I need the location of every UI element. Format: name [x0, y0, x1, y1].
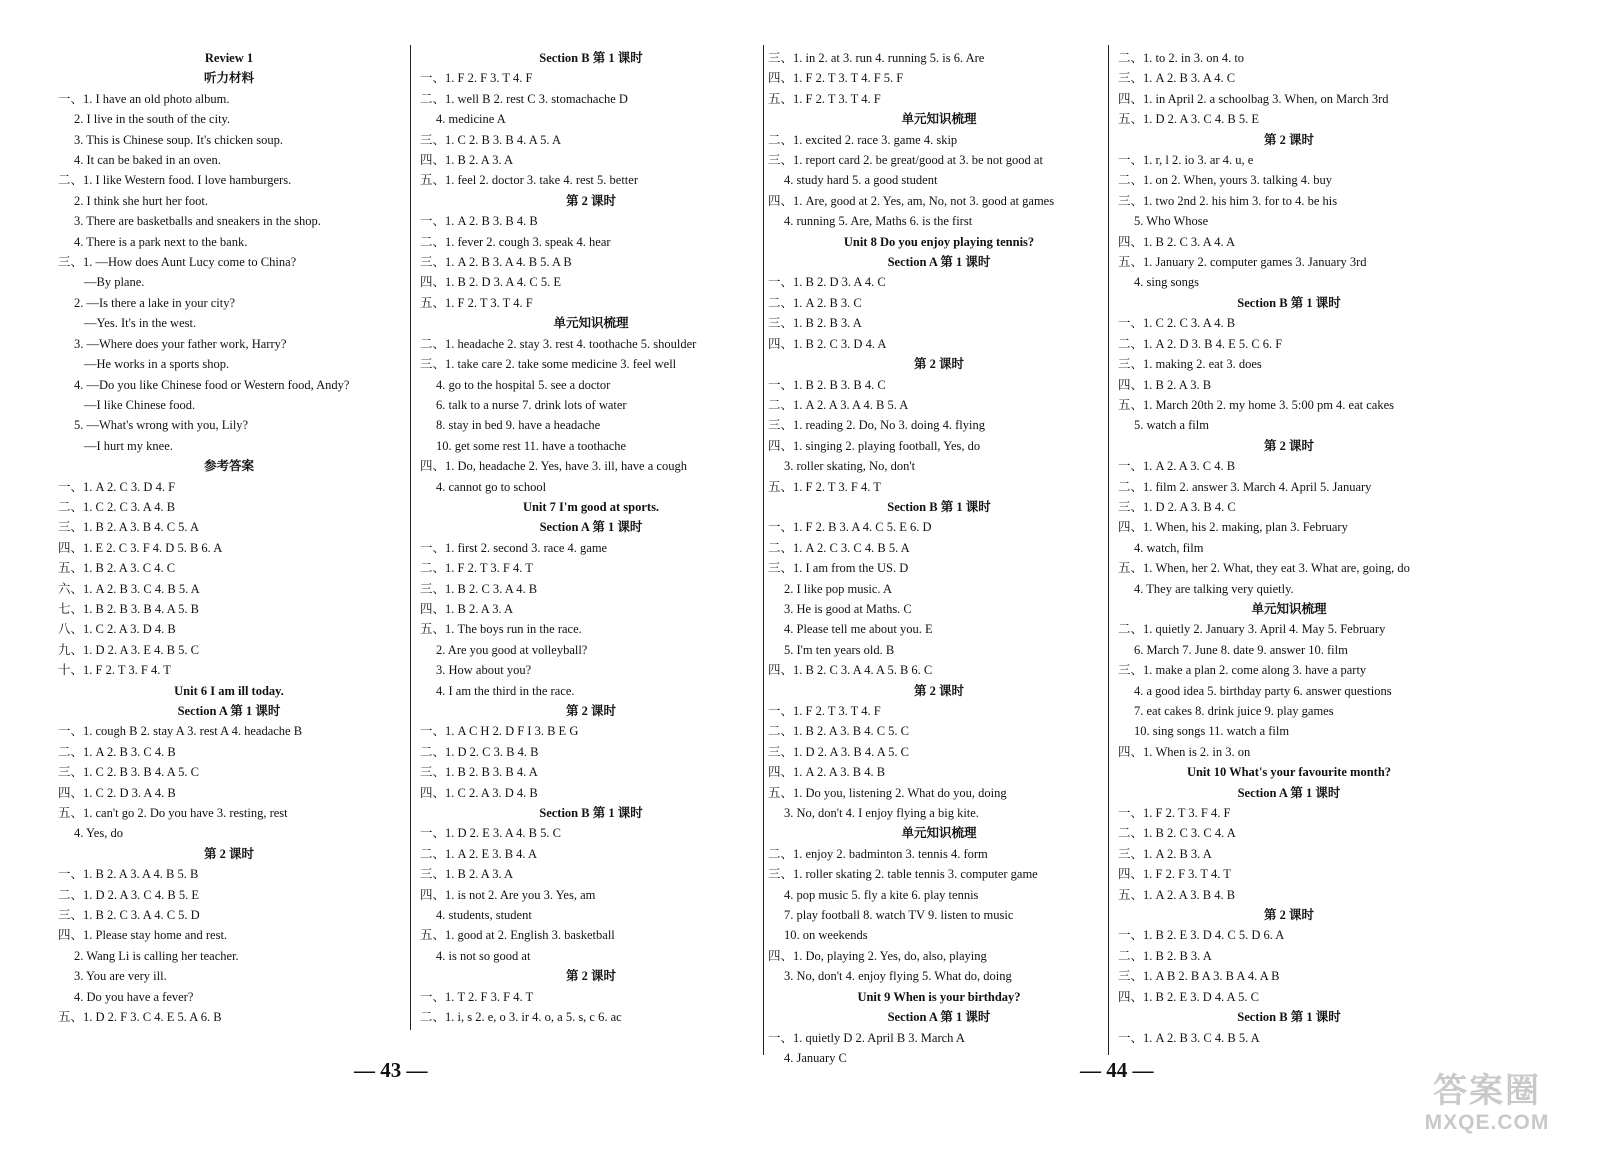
- answer-line: 4. students, student: [436, 908, 532, 923]
- answer-line: 一、1. A 2. C 3. D 4. F: [58, 479, 176, 494]
- answer-line: 一、1. T 2. F 3. F 4. T: [420, 989, 534, 1004]
- answer-line: —Yes. It's in the west.: [84, 316, 197, 331]
- answer-line: 四、1. B 2. C 3. A 4. A 5. B 6. C: [768, 663, 933, 678]
- answer-line: 四、1. E 2. C 3. F 4. D 5. B 6. A: [58, 540, 223, 555]
- section-heading: 听力材料: [203, 71, 254, 86]
- answer-line: 2. I like pop music. A: [784, 581, 892, 596]
- answer-line: 二、1. B 2. A 3. B 4. C 5. C: [768, 724, 909, 739]
- section-heading: Unit 6 I am ill today.: [174, 683, 284, 698]
- answer-line: 4. medicine A: [436, 112, 506, 127]
- answer-line: 5. Who Whose: [1134, 214, 1209, 229]
- answer-line: 4. I am the third in the race.: [436, 683, 575, 698]
- answer-line: 3. He is good at Maths. C: [784, 601, 912, 616]
- section-heading: 单元知识梳理: [553, 316, 629, 331]
- answer-line: 2. Are you good at volleyball?: [436, 642, 588, 657]
- section-heading: 单元知识梳理: [1251, 601, 1327, 616]
- answer-line: 4. Yes, do: [74, 826, 123, 841]
- answer-line: 五、1. When, her 2. What, they eat 3. What are, going, do: [1118, 561, 1410, 576]
- answer-line: 三、1. B 2. B 3. A: [768, 316, 862, 331]
- answer-line: 四、1. in April 2. a schoolbag 3. When, on March 3rd: [1118, 91, 1389, 106]
- answer-line: 三、1. B 2. A 3. A: [420, 867, 514, 882]
- answer-line: 3. roller skating, No, don't: [784, 459, 916, 474]
- answer-line: 二、1. A 2. D 3. B 4. E 5. C 6. F: [1118, 336, 1283, 351]
- answer-line: 4. January C: [784, 1050, 847, 1065]
- answer-line: 九、1. D 2. A 3. E 4. B 5. C: [58, 642, 199, 657]
- answer-line: 一、1. quietly D 2. April B 3. March A: [768, 1030, 965, 1045]
- answer-line: 4. watch, film: [1134, 540, 1204, 555]
- answer-line: 四、1. C 2. A 3. D 4. B: [420, 785, 538, 800]
- answer-line: 三、1. B 2. C 3. A 4. B: [420, 581, 538, 596]
- answer-column-4: [1118, 48, 1460, 1048]
- answer-line: 5. —What's wrong with you, Lily?: [74, 418, 249, 433]
- answer-line: 7. play football 8. watch TV 9. listen to music: [784, 908, 1014, 923]
- answer-line: 3. How about you?: [436, 663, 532, 678]
- answer-line: 7. eat cakes 8. drink juice 9. play games: [1134, 704, 1334, 718]
- answer-line: 2. Wang Li is calling her teacher.: [74, 948, 239, 963]
- answer-line: 三、1. C 2. B 3. B 4. A 5. A: [420, 132, 561, 147]
- answer-line: 五、1. F 2. T 3. T 4. F: [420, 295, 533, 310]
- answer-line: 3. No, don't 4. enjoy flying 5. What do, doing: [784, 969, 1012, 984]
- answer-line: 四、1. B 2. C 3. D 4. A: [768, 336, 887, 351]
- answer-line: 二、1. quietly 2. January 3. April 4. May 5. February: [1118, 622, 1386, 637]
- answer-line: 三、1. B 2. B 3. B 4. A: [420, 765, 538, 780]
- section-heading: Unit 7 I'm good at sports.: [522, 499, 660, 514]
- answer-line: 二、1. A 2. E 3. B 4. A: [420, 846, 538, 861]
- answer-line: 二、1. F 2. T 3. F 4. T: [420, 561, 533, 576]
- answer-line: 四、1. is not 2. Are you 3. Yes, am: [420, 887, 596, 902]
- answer-line: 四、1. When is 2. in 3. on: [1118, 744, 1251, 759]
- answer-line: 三、1. A 2. B 3. A 4. B 5. A B: [420, 255, 572, 270]
- answer-line: 一、1. F 2. B 3. A 4. C 5. E 6. D: [768, 520, 932, 535]
- section-heading: Section A 第 1 课时: [887, 1010, 991, 1025]
- answer-line: 四、1. Are, good at 2. Yes, am, No, not 3. good at games: [768, 193, 1055, 208]
- answer-line: 一、1. B 2. E 3. D 4. C 5. D 6. A: [1118, 928, 1285, 943]
- answer-line: 四、1. B 2. A 3. B: [1118, 377, 1212, 392]
- answer-line: 四、1. A 2. A 3. B 4. B: [768, 765, 886, 780]
- answer-line: 2. I think she hurt her foot.: [74, 193, 209, 208]
- answer-line: 三、1. two 2nd 2. his him 3. for to 4. be his: [1118, 193, 1338, 208]
- answer-line: 三、1. A 2. B 3. A: [1118, 846, 1212, 861]
- answer-line: 五、1. Do you, listening 2. What do you, doing: [768, 785, 1007, 800]
- answer-line: 三、1. B 2. C 3. A 4. C 5. D: [58, 908, 200, 923]
- answer-line: 2. —Is there a lake in your city?: [74, 295, 236, 310]
- answer-line: 一、1. F 2. F 3. T 4. F: [420, 71, 533, 86]
- answer-line: 二、1. A 2. C 3. C 4. B 5. A: [768, 540, 910, 555]
- section-heading: Section B 第 1 课时: [539, 806, 643, 821]
- section-heading: 第 2 课时: [913, 357, 964, 372]
- answer-line: 4. a good idea 5. birthday party 6. answer questions: [1134, 683, 1392, 698]
- answer-line: 3. No, don't 4. I enjoy flying a big kite.: [784, 806, 979, 821]
- answer-line: 一、1. r, l 2. io 3. ar 4. u, e: [1118, 153, 1254, 168]
- answer-line: 4. Do you have a fever?: [74, 989, 194, 1004]
- section-heading: Review 1: [204, 51, 254, 65]
- answer-line: 五、1. The boys run in the race.: [420, 622, 582, 637]
- answer-line: 五、1. A 2. A 3. B 4. B: [1118, 887, 1236, 902]
- answer-line: 二、1. A 2. B 3. C: [768, 295, 862, 310]
- answer-column-2: [420, 48, 762, 1028]
- answer-line: 三、1. A B 2. B A 3. B A 4. A B: [1118, 969, 1280, 984]
- watermark-bottom: MXQE.COM: [1424, 1111, 1550, 1134]
- answer-line: 四、1. B 2. A 3. A: [420, 153, 514, 168]
- section-heading: Section A 第 1 课时: [887, 255, 991, 270]
- answer-line: 4. It can be baked in an oven.: [74, 153, 221, 168]
- answer-line: 4. —Do you like Chinese food or Western food, Andy?: [74, 377, 350, 392]
- answer-line: 一、1. B 2. B 3. B 4. C: [768, 377, 886, 392]
- section-heading: Unit 10 What's your favourite month?: [1186, 765, 1392, 780]
- answer-line: 一、1. A 2. A 3. C 4. B: [1118, 459, 1236, 474]
- answer-line: 三、1. make a plan 2. come along 3. have a party: [1118, 663, 1367, 678]
- answer-line: 二、1. C 2. C 3. A 4. B: [58, 499, 176, 514]
- answer-line: 一、1. cough B 2. stay A 3. rest A 4. headache B: [58, 724, 303, 739]
- section-heading: 第 2 课时: [203, 846, 254, 861]
- answer-column-1: [58, 48, 400, 1028]
- answer-line: 二、1. D 2. A 3. C 4. B 5. E: [58, 887, 199, 902]
- answer-line: 五、1. March 20th 2. my home 3. 5:00 pm 4. eat cakes: [1118, 397, 1394, 412]
- section-heading: 第 2 课时: [565, 193, 616, 208]
- answer-line: 五、1. January 2. computer games 3. January 3rd: [1118, 255, 1367, 270]
- answer-line: 二、1. film 2. answer 3. March 4. April 5. January: [1118, 479, 1372, 494]
- answer-line: —I like Chinese food.: [84, 397, 196, 412]
- answer-line: 4. They are talking very quietly.: [1134, 581, 1294, 596]
- answer-line: 八、1. C 2. A 3. D 4. B: [58, 622, 176, 637]
- section-heading: Section A 第 1 课时: [1237, 785, 1341, 800]
- section-heading: Section B 第 1 课时: [539, 51, 643, 65]
- answer-line: 五、1. F 2. T 3. T 4. F: [768, 91, 881, 106]
- answer-line: 三、1. —How does Aunt Lucy come to China?: [58, 255, 297, 270]
- answer-line: 四、1. Do, headache 2. Yes, have 3. ill, have a cough: [420, 459, 687, 474]
- answer-line: 五、1. F 2. T 3. F 4. T: [768, 479, 881, 494]
- answer-line: 三、1. B 2. A 3. B 4. C 5. A: [58, 520, 199, 535]
- answer-line: 4. cannot go to school: [436, 479, 547, 494]
- answer-line: 3. —Where does your father work, Harry?: [74, 336, 287, 351]
- answer-line: 4. Please tell me about you. E: [784, 622, 933, 637]
- answer-line: 四、1. B 2. C 3. A 4. A: [1118, 234, 1236, 249]
- section-heading: 第 2 课时: [1263, 908, 1314, 923]
- answer-line: 一、1. A 2. B 3. C 4. B 5. A: [1118, 1030, 1260, 1045]
- answer-line: 4. study hard 5. a good student: [784, 173, 938, 188]
- answer-line: 10. get some rest 11. have a toothache: [436, 438, 627, 453]
- answer-line: 二、1. B 2. C 3. C 4. A: [1118, 826, 1236, 841]
- answer-line: 三、1. C 2. B 3. B 4. A 5. C: [58, 765, 199, 780]
- answer-line: 四、1. F 2. T 3. T 4. F 5. F: [768, 71, 904, 86]
- answer-line: 4. running 5. Are, Maths 6. is the first: [784, 214, 973, 229]
- answer-line: 五、1. can't go 2. Do you have 3. resting, rest: [58, 806, 288, 821]
- page-number-right: — 44 —: [1080, 1058, 1154, 1082]
- column-divider: [1108, 45, 1109, 1055]
- answer-line: 四、1. singing 2. playing football, Yes, do: [768, 438, 981, 453]
- answer-line: 五、1. D 2. A 3. C 4. B 5. E: [1118, 112, 1259, 127]
- section-heading: Section A 第 1 课时: [539, 520, 643, 535]
- section-heading: Unit 8 Do you enjoy playing tennis?: [843, 234, 1035, 249]
- section-heading: Section A 第 1 课时: [177, 704, 281, 718]
- answer-line: 四、1. Please stay home and rest.: [58, 928, 228, 943]
- section-heading: Section B 第 1 课时: [887, 499, 991, 514]
- answer-line: 三、1. report card 2. be great/good at 3. be not good at: [768, 153, 1043, 168]
- section-heading: Section B 第 1 课时: [1237, 295, 1341, 310]
- section-heading: 第 2 课时: [1263, 132, 1314, 147]
- answer-line: 六、1. A 2. B 3. C 4. B 5. A: [58, 581, 200, 596]
- answer-line: 5. I'm ten years old. B: [784, 642, 895, 657]
- section-heading: Unit 9 When is your birthday?: [857, 989, 1021, 1004]
- answer-line: 十、1. F 2. T 3. F 4. T: [58, 663, 171, 678]
- watermark-top: 答案圈: [1433, 1072, 1541, 1110]
- answer-line: 5. watch a film: [1134, 418, 1209, 433]
- column-divider: [410, 45, 411, 1030]
- answer-line: 二、1. to 2. in 3. on 4. to: [1118, 51, 1245, 65]
- answer-line: 三、1. D 2. A 3. B 4. A 5. C: [768, 744, 909, 759]
- answer-line: 三、1. A 2. B 3. A 4. C: [1118, 71, 1236, 86]
- answer-line: 四、1. When, his 2. making, plan 3. February: [1118, 520, 1348, 535]
- answer-line: 三、1. making 2. eat 3. does: [1118, 357, 1262, 372]
- answer-line: 二、1. i, s 2. e, o 3. ir 4. o, a 5. s, c 6. ac: [420, 1010, 622, 1025]
- answer-line: 一、1. first 2. second 3. race 4. game: [420, 540, 608, 555]
- answer-line: 4. go to the hospital 5. see a doctor: [436, 377, 611, 392]
- answer-line: 三、1. roller skating 2. table tennis 3. computer game: [768, 867, 1038, 882]
- answer-line: 四、1. C 2. D 3. A 4. B: [58, 785, 176, 800]
- section-heading: 单元知识梳理: [901, 112, 977, 127]
- answer-line: 二、1. headache 2. stay 3. rest 4. toothache 5. shoulder: [420, 336, 697, 351]
- answer-column-3: [768, 48, 1110, 1068]
- answer-line: 6. talk to a nurse 7. drink lots of water: [436, 397, 627, 412]
- answer-line: —He works in a sports shop.: [84, 357, 230, 372]
- answer-line: 七、1. B 2. B 3. B 4. A 5. B: [58, 601, 199, 616]
- section-heading: 第 2 课时: [913, 683, 964, 698]
- answer-line: 一、1. B 2. D 3. A 4. C: [768, 275, 886, 290]
- answer-line: 4. There is a park next to the bank.: [74, 234, 248, 249]
- answer-line: 四、1. Do, playing 2. Yes, do, also, playing: [768, 948, 987, 963]
- answer-line: 三、1. in 2. at 3. run 4. running 5. is 6. Are: [768, 51, 985, 65]
- answer-line: 二、1. D 2. C 3. B 4. B: [420, 744, 539, 759]
- answer-line: 二、1. on 2. When, yours 3. talking 4. buy: [1118, 173, 1332, 188]
- answer-line: 4. pop music 5. fly a kite 6. play tennis: [784, 887, 979, 902]
- answer-line: 3. You are very ill.: [74, 969, 167, 984]
- section-heading: 第 2 课时: [565, 704, 616, 718]
- answer-line: 一、1. F 2. T 3. T 4. F: [768, 704, 881, 718]
- answer-line: 二、1. enjoy 2. badminton 3. tennis 4. form: [768, 846, 988, 861]
- section-heading: 单元知识梳理: [901, 826, 977, 841]
- answer-line: —I hurt my knee.: [84, 438, 173, 453]
- answer-line: 2. I live in the south of the city.: [74, 112, 231, 127]
- answer-line: 五、1. D 2. F 3. C 4. E 5. A 6. B: [58, 1010, 222, 1025]
- answer-line: 二、1. A 2. B 3. C 4. B: [58, 744, 176, 759]
- page-number-left: — 43 —: [354, 1058, 428, 1082]
- answer-line: 四、1. B 2. E 3. D 4. A 5. C: [1118, 989, 1259, 1004]
- answer-line: 一、1. B 2. A 3. A 4. B 5. B: [58, 867, 199, 882]
- answer-line: 二、1. excited 2. race 3. game 4. skip: [768, 132, 958, 147]
- answer-line: 一、1. C 2. C 3. A 4. B: [1118, 316, 1236, 331]
- answer-line: 一、1. F 2. T 3. F 4. F: [1118, 806, 1231, 821]
- section-heading: 第 2 课时: [1263, 438, 1314, 453]
- answer-line: 一、1. A 2. B 3. B 4. B: [420, 214, 538, 229]
- answer-line: 五、1. feel 2. doctor 3. take 4. rest 5. better: [420, 173, 638, 188]
- answer-line: 3. There are basketballs and sneakers in the shop.: [74, 214, 321, 229]
- answer-line: 三、1. take care 2. take some medicine 3. feel well: [420, 357, 677, 372]
- column-divider: [763, 45, 764, 1055]
- section-heading: 参考答案: [203, 459, 254, 474]
- answer-line: 三、1. D 2. A 3. B 4. C: [1118, 499, 1236, 514]
- answer-line: 一、1. I have an old photo album.: [58, 91, 230, 106]
- answer-line: 8. stay in bed 9. have a headache: [436, 418, 601, 433]
- answer-line: 6. March 7. June 8. date 9. answer 10. film: [1134, 642, 1348, 657]
- answer-line: 一、1. A C H 2. D F I 3. B E G: [420, 724, 579, 739]
- answer-line: 3. This is Chinese soup. It's chicken soup.: [74, 132, 283, 147]
- answer-line: 10. on weekends: [784, 928, 868, 943]
- answer-line: 10. sing songs 11. watch a film: [1134, 724, 1290, 739]
- answer-line: 五、1. B 2. A 3. C 4. C: [58, 561, 176, 576]
- answer-line: 二、1. B 2. B 3. A: [1118, 948, 1212, 963]
- answer-line: 一、1. D 2. E 3. A 4. B 5. C: [420, 826, 561, 841]
- section-heading: Section B 第 1 课时: [1237, 1010, 1341, 1025]
- answer-line: 四、1. B 2. D 3. A 4. C 5. E: [420, 275, 561, 290]
- answer-line: 二、1. fever 2. cough 3. speak 4. hear: [420, 234, 611, 249]
- watermark-logo: [1402, 1071, 1572, 1135]
- answer-line: 三、1. I am from the US. D: [768, 561, 909, 576]
- answer-line: 二、1. well B 2. rest C 3. stomachache D: [420, 91, 628, 106]
- answer-line: 五、1. good at 2. English 3. basketball: [420, 928, 615, 943]
- answer-line: 四、1. B 2. A 3. A: [420, 601, 514, 616]
- answer-line: 4. sing songs: [1134, 275, 1199, 290]
- answer-line: 二、1. I like Western food. I love hamburgers.: [58, 173, 292, 188]
- answer-line: 三、1. reading 2. Do, No 3. doing 4. flying: [768, 418, 985, 433]
- answer-line: 二、1. A 2. A 3. A 4. B 5. A: [768, 397, 909, 412]
- answer-line: 4. is not so good at: [436, 948, 531, 963]
- section-heading: 第 2 课时: [565, 969, 616, 984]
- answer-line: 四、1. F 2. F 3. T 4. T: [1118, 867, 1231, 882]
- answer-line: —By plane.: [84, 275, 145, 290]
